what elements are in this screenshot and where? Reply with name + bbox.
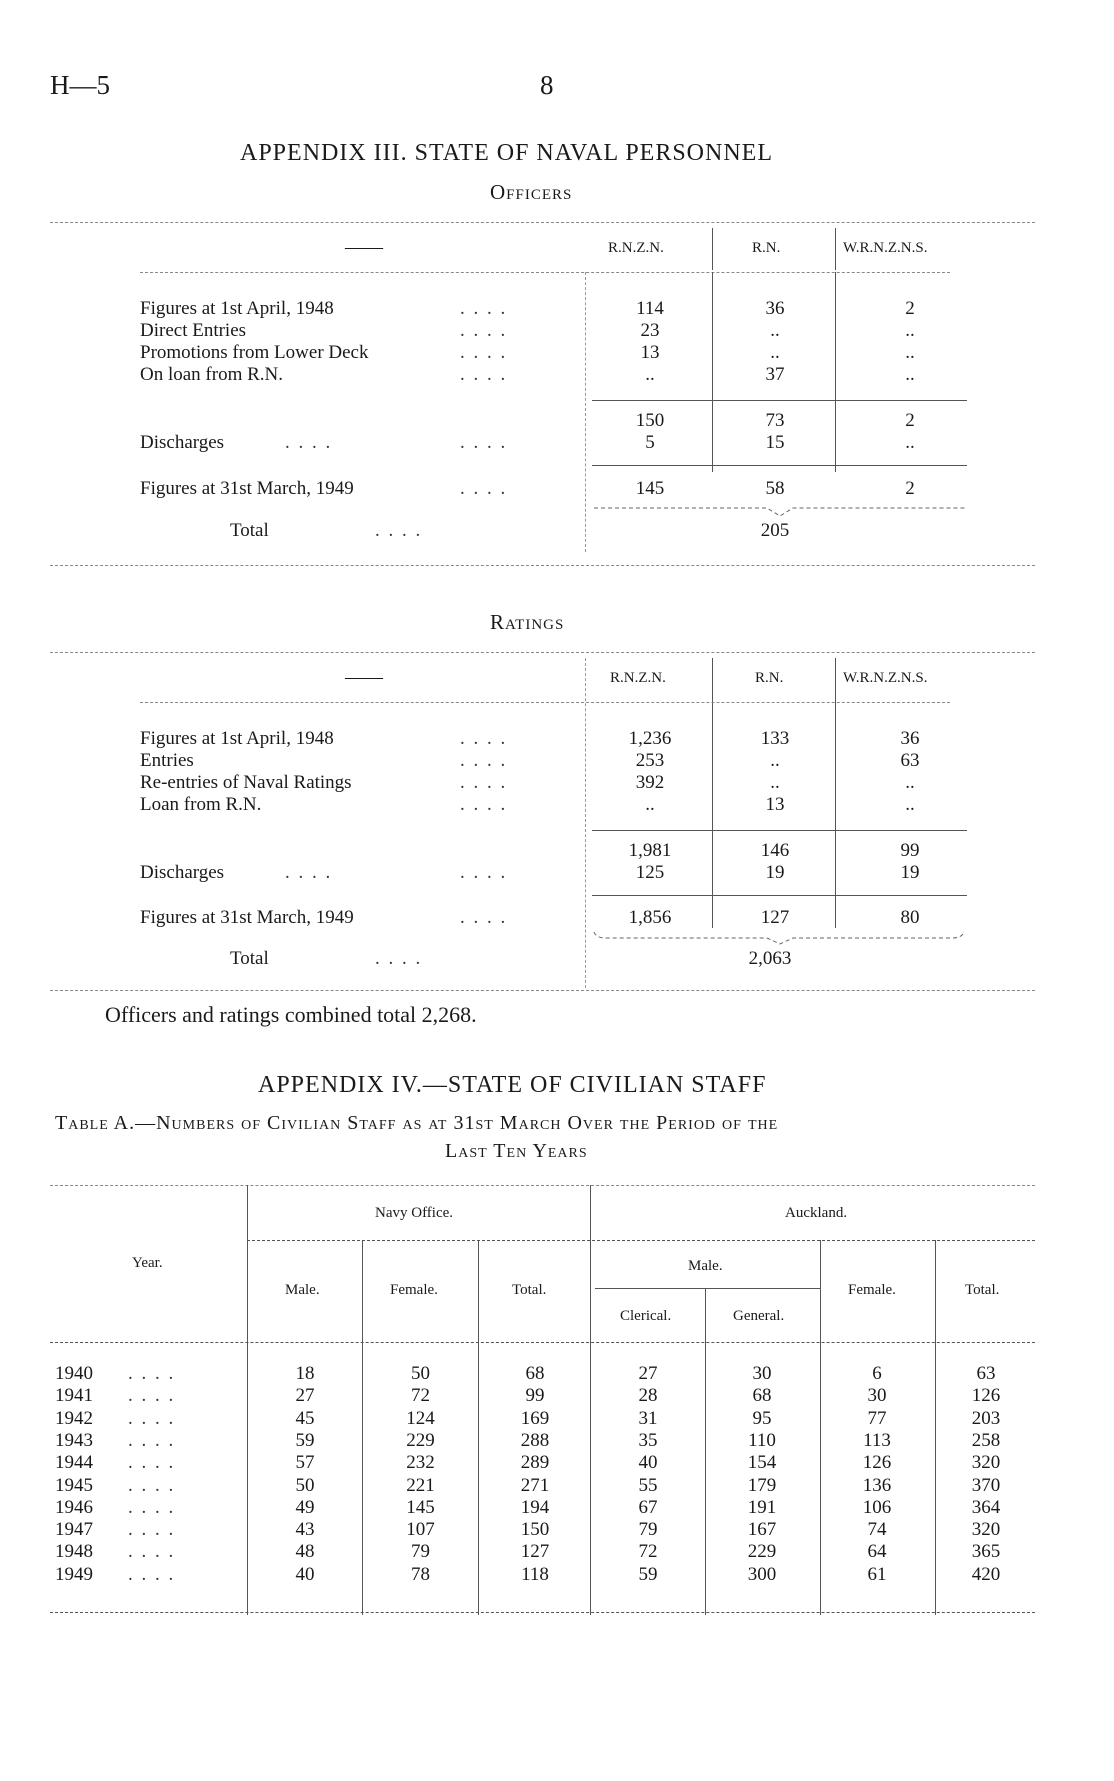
row-leader: . . . .	[460, 478, 508, 499]
table-cell: 40	[638, 1452, 658, 1474]
table-cell: 221	[406, 1474, 435, 1496]
row-leader: . . . .	[128, 1385, 176, 1407]
table-cell: 364	[971, 1496, 1001, 1518]
table-cell: 6	[872, 1363, 882, 1384]
table-cell: 320	[971, 1452, 1001, 1474]
table-cell: 191	[747, 1496, 777, 1518]
table-cell: 229	[747, 1541, 777, 1563]
table-cell: 320	[971, 1519, 1001, 1541]
year-cell: 1947	[55, 1519, 93, 1541]
officers-total-brace	[592, 504, 972, 518]
table-cell: 68	[752, 1385, 772, 1407]
col-clerical: Clerical.	[620, 1308, 672, 1324]
officers-total-label: Total	[230, 520, 269, 541]
officers-discharges: 5	[645, 432, 655, 453]
col-year: Year.	[132, 1255, 163, 1271]
ratings-cell: 36	[900, 728, 920, 749]
ratings-total-value: 2,063	[748, 948, 792, 969]
col-auckland: Auckland.	[785, 1205, 848, 1221]
table-cell: 150	[520, 1519, 550, 1541]
table-cell: 99	[525, 1385, 545, 1407]
officers-cell: ..	[645, 364, 655, 385]
table-cell: 106	[862, 1496, 892, 1518]
table-row	[0, 1363, 1114, 1385]
row-leader: . . . .	[460, 750, 508, 771]
year-cell: 1942	[55, 1407, 93, 1429]
table-cell: 232	[406, 1452, 435, 1474]
table-cell: 420	[971, 1563, 1001, 1585]
row-leader: . . . .	[460, 794, 508, 815]
ratings-dash-header: ——	[345, 667, 383, 688]
table-cell: 67	[638, 1496, 658, 1518]
ratings-cell: ..	[905, 794, 915, 815]
table-row	[0, 1541, 1114, 1563]
table-cell: 271	[520, 1474, 550, 1496]
officers-subtotal: 73	[765, 410, 785, 431]
row-leader: . . . .	[460, 298, 508, 319]
table-row	[0, 1497, 1114, 1519]
officers-row-label: On loan from R.N.	[140, 364, 284, 385]
officers-col-rn: R.N.	[752, 240, 781, 256]
row-leader: . . . .	[375, 520, 423, 541]
officers-subtotal: 2	[905, 410, 915, 431]
table-cell: 30	[867, 1385, 887, 1407]
ratings-cell: 63	[900, 750, 920, 771]
table-cell: 370	[971, 1474, 1001, 1496]
table-cell: 113	[863, 1429, 891, 1451]
officers-row-label: Figures at 1st April, 1948	[140, 298, 334, 319]
ratings-discharges: 125	[635, 862, 665, 883]
table-row	[0, 1385, 1114, 1407]
table-cell: 77	[867, 1407, 887, 1429]
table-cell: 63	[976, 1363, 996, 1384]
officers-dash-header: ——	[345, 237, 383, 258]
table-cell: 95	[752, 1407, 772, 1429]
row-leader: . . . .	[460, 320, 508, 341]
table-cell: 49	[295, 1496, 315, 1518]
year-cell: 1940	[55, 1363, 93, 1384]
row-leader: . . . .	[375, 948, 423, 969]
table-cell: 43	[295, 1519, 315, 1541]
row-leader: . . . .	[460, 728, 508, 749]
table-cell: 110	[748, 1429, 776, 1451]
officers-cell: 2	[905, 298, 915, 319]
ratings-row-label: Loan from R.N.	[140, 794, 262, 815]
table-cell: 72	[411, 1385, 430, 1407]
row-leader: . . . .	[285, 432, 333, 453]
table-cell: 365	[971, 1541, 1001, 1563]
col-total: Total.	[512, 1282, 547, 1298]
ratings-total-label: Total	[230, 948, 269, 969]
row-leader: . . . .	[460, 364, 508, 385]
table-cell: 107	[406, 1519, 435, 1541]
table-cell: 40	[295, 1563, 315, 1585]
officers-final-label: Figures at 31st March, 1949	[140, 478, 354, 499]
row-leader: . . . .	[460, 432, 508, 453]
officers-row-label: Direct Entries	[140, 320, 247, 341]
table-cell: 145	[406, 1496, 435, 1518]
col-navy-office: Navy Office.	[375, 1205, 454, 1221]
ratings-cell: ..	[905, 772, 915, 793]
officers-final: 2	[905, 478, 915, 499]
col-auck-female: Female.	[848, 1282, 896, 1298]
ratings-discharges: 19	[765, 862, 785, 883]
table-cell: 50	[411, 1363, 430, 1384]
row-leader: . . . .	[128, 1407, 176, 1429]
table-row	[0, 1519, 1114, 1541]
ratings-final-label: Figures at 31st March, 1949	[140, 907, 354, 928]
table-cell: 179	[747, 1474, 777, 1496]
ratings-final: 80	[900, 907, 920, 928]
col-female: Female.	[390, 1282, 438, 1298]
officers-cell: ..	[905, 364, 915, 385]
row-leader: . . . .	[128, 1452, 176, 1474]
appendix-4-title: APPENDIX IV.—STATE OF CIVILIAN STAFF	[258, 1072, 767, 1098]
ratings-cell: 1,236	[628, 728, 672, 749]
table-cell: 61	[867, 1563, 887, 1585]
row-leader: . . . .	[128, 1541, 176, 1563]
table-row	[0, 1475, 1114, 1497]
table-cell: 154	[747, 1452, 777, 1474]
table-cell: 136	[862, 1474, 892, 1496]
officers-cell: 23	[640, 320, 660, 341]
table-cell: 35	[638, 1429, 658, 1451]
officers-row-label: Promotions from Lower Deck	[140, 342, 369, 363]
col-auck-total: Total.	[965, 1282, 1000, 1298]
ratings-discharges: 19	[900, 862, 920, 883]
officers-cell: ..	[770, 342, 780, 363]
ratings-final: 127	[760, 907, 790, 928]
table-row	[0, 1430, 1114, 1452]
ratings-cell: 392	[635, 772, 665, 793]
ratings-discharges-label: Discharges	[140, 862, 225, 883]
table-cell: 27	[295, 1385, 315, 1407]
ratings-cell: ..	[770, 750, 780, 771]
table-cell: 59	[295, 1429, 315, 1451]
row-leader: . . . .	[128, 1496, 176, 1518]
table-cell: 68	[525, 1363, 545, 1384]
row-leader: . . . .	[460, 342, 508, 363]
officers-final: 145	[635, 478, 665, 499]
table-cell: 48	[295, 1541, 315, 1563]
table-cell: 127	[520, 1541, 550, 1563]
table-cell: 30	[752, 1363, 772, 1384]
col-general: General.	[733, 1308, 785, 1324]
ratings-col-wrnzns: W.R.N.Z.N.S.	[843, 670, 928, 686]
table-cell: 229	[406, 1429, 435, 1451]
page-reference: H—5	[50, 70, 110, 100]
ratings-col-rnzn: R.N.Z.N.	[610, 670, 666, 686]
table-cell: 124	[406, 1407, 435, 1429]
row-leader: . . . .	[128, 1429, 176, 1451]
table-cell: 288	[520, 1429, 550, 1451]
table-cell: 31	[638, 1407, 658, 1429]
table-cell: 126	[862, 1452, 892, 1474]
table-cell: 126	[971, 1385, 1001, 1407]
ratings-row-label: Figures at 1st April, 1948	[140, 728, 334, 749]
ratings-row-label: Re-entries of Naval Ratings	[140, 772, 352, 793]
ratings-cell: ..	[645, 794, 655, 815]
table-cell: 289	[520, 1452, 550, 1474]
combined-total-note: Officers and ratings combined total 2,268.	[105, 1002, 477, 1027]
ratings-cell: 253	[635, 750, 665, 771]
officers-subtotal: 150	[635, 410, 665, 431]
ratings-subtotal: 146	[760, 840, 790, 861]
ratings-cell: 133	[760, 728, 790, 749]
year-cell: 1943	[55, 1429, 93, 1451]
table-row	[0, 1564, 1114, 1586]
table-cell: 18	[295, 1363, 315, 1384]
row-leader: . . . .	[460, 907, 508, 928]
table-cell: 72	[638, 1541, 658, 1563]
table-a-caption: Table A.—Numbers of Civilian Staff as at 31st March Over the Period of the	[55, 1112, 779, 1134]
ratings-row-label: Entries	[140, 750, 194, 771]
row-leader: . . . .	[460, 772, 508, 793]
ratings-heading: Ratings	[490, 610, 565, 634]
table-cell: 55	[638, 1474, 658, 1496]
appendix-3-title: APPENDIX III. STATE OF NAVAL PERSONNEL	[240, 140, 773, 166]
officers-cell: 13	[640, 342, 660, 363]
year-cell: 1946	[55, 1496, 93, 1518]
officers-cell: 114	[636, 298, 664, 319]
officers-discharges: 15	[765, 432, 785, 453]
table-cell: 78	[411, 1563, 430, 1585]
ratings-final: 1,856	[628, 907, 672, 928]
row-leader: . . . .	[128, 1563, 176, 1585]
officers-col-wrnzns: W.R.N.Z.N.S.	[843, 240, 928, 256]
table-cell: 79	[638, 1519, 658, 1541]
year-cell: 1945	[55, 1474, 93, 1496]
table-cell: 50	[295, 1474, 315, 1496]
officers-discharges-label: Discharges	[140, 432, 225, 453]
ratings-cell: 13	[765, 794, 785, 815]
table-cell: 57	[295, 1452, 315, 1474]
officers-cell: 36	[765, 298, 785, 319]
row-leader: . . . .	[128, 1474, 176, 1496]
ratings-subtotal: 99	[900, 840, 920, 861]
col-male: Male.	[285, 1282, 320, 1298]
ratings-total-brace	[592, 930, 972, 946]
col-auck-male: Male.	[688, 1258, 723, 1274]
ratings-col-rn: R.N.	[755, 670, 784, 686]
officers-cell: ..	[905, 320, 915, 341]
officers-discharges: ..	[905, 432, 915, 453]
table-cell: 194	[520, 1496, 550, 1518]
year-cell: 1949	[55, 1563, 93, 1585]
year-cell: 1948	[55, 1541, 93, 1563]
table-cell: 64	[867, 1541, 887, 1563]
officers-col-rnzn: R.N.Z.N.	[608, 240, 664, 256]
table-cell: 59	[638, 1563, 658, 1585]
ratings-cell: ..	[770, 772, 780, 793]
officers-cell: ..	[770, 320, 780, 341]
table-cell: 169	[520, 1407, 550, 1429]
table-cell: 118	[521, 1563, 549, 1585]
table-cell: 300	[747, 1563, 777, 1585]
officers-cell: ..	[905, 342, 915, 363]
table-cell: 167	[747, 1519, 777, 1541]
row-leader: . . . .	[460, 862, 508, 883]
table-cell: 45	[295, 1407, 315, 1429]
table-cell: 28	[638, 1385, 658, 1407]
table-cell: 74	[867, 1519, 887, 1541]
officers-final: 58	[765, 478, 785, 499]
page-number: 8	[540, 70, 554, 100]
officers-cell: 37	[765, 364, 785, 385]
table-row	[0, 1408, 1114, 1430]
year-cell: 1941	[55, 1385, 93, 1407]
row-leader: . . . .	[128, 1363, 176, 1384]
officers-heading: Officers	[490, 180, 573, 204]
year-cell: 1944	[55, 1452, 93, 1474]
row-leader: . . . .	[285, 862, 333, 883]
table-cell: 27	[638, 1363, 658, 1384]
table-cell: 79	[411, 1541, 430, 1563]
row-leader: . . . .	[128, 1519, 176, 1541]
table-cell: 258	[971, 1429, 1001, 1451]
table-cell: 203	[971, 1407, 1001, 1429]
ratings-subtotal: 1,981	[628, 840, 672, 861]
officers-total-value: 205	[760, 520, 790, 541]
table-row	[0, 1452, 1114, 1474]
table-a-caption-2: Last Ten Years	[445, 1140, 588, 1162]
